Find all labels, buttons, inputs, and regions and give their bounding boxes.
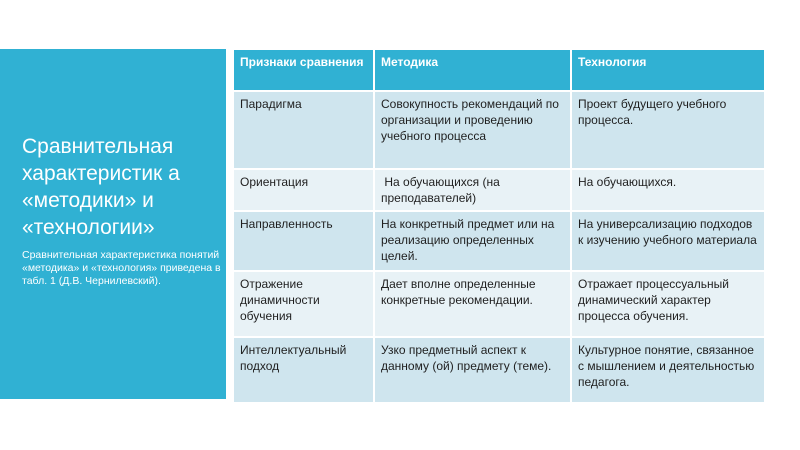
table-cell: Узко предметный аспект к данному (ой) предмету (теме). — [374, 337, 571, 402]
slide-subtitle: Сравнительная характеристика понятий «методика» и «технология» приведена в табл. 1 (Д.В. Чернилевский). — [22, 249, 221, 287]
header-technology: Технология — [571, 50, 764, 91]
table-cell: Направленность — [234, 211, 374, 271]
table-cell: Проект будущего учебного процесса. — [571, 91, 764, 169]
table-row — [234, 271, 764, 337]
table-cell: На обучающихся (на преподавателей) — [374, 169, 571, 211]
comparison-table — [234, 50, 764, 402]
slide — [0, 49, 800, 399]
table-cell: Парадигма — [234, 91, 374, 169]
header-criteria: Признаки сравнения — [234, 50, 374, 91]
slide-title: Сравнительная характеристик а «методики» и «технологии» — [22, 135, 180, 239]
table-row — [234, 91, 764, 169]
title-panel — [0, 49, 226, 399]
table-cell: Интеллектуальный подход — [234, 337, 374, 402]
table-cell: На конкретный предмет или на реализацию определенных целей. — [374, 211, 571, 271]
table-cell: Ориентация — [234, 169, 374, 211]
table-panel — [226, 49, 800, 399]
table-row — [234, 169, 764, 211]
table-cell: Дает вполне определенные конкретные рекомендации. — [374, 271, 571, 337]
table-cell: На обучающихся. — [571, 169, 764, 211]
table-row — [234, 211, 764, 271]
table-cell: На универсализацию подходов к изучению учебного материала — [571, 211, 764, 271]
table-cell: Отражает процессуальный динамический характер процесса обучения. — [571, 271, 764, 337]
table-cell: Отражение динамичности обучения — [234, 271, 374, 337]
table-header-row — [234, 50, 764, 91]
table-row — [234, 337, 764, 402]
table-cell: Культурное понятие, связанное с мышлением и деятельностью педагога. — [571, 337, 764, 402]
header-methodology: Методика — [374, 50, 571, 91]
table-cell: Совокупность рекомендаций по организации и проведению учебного процесса — [374, 91, 571, 169]
